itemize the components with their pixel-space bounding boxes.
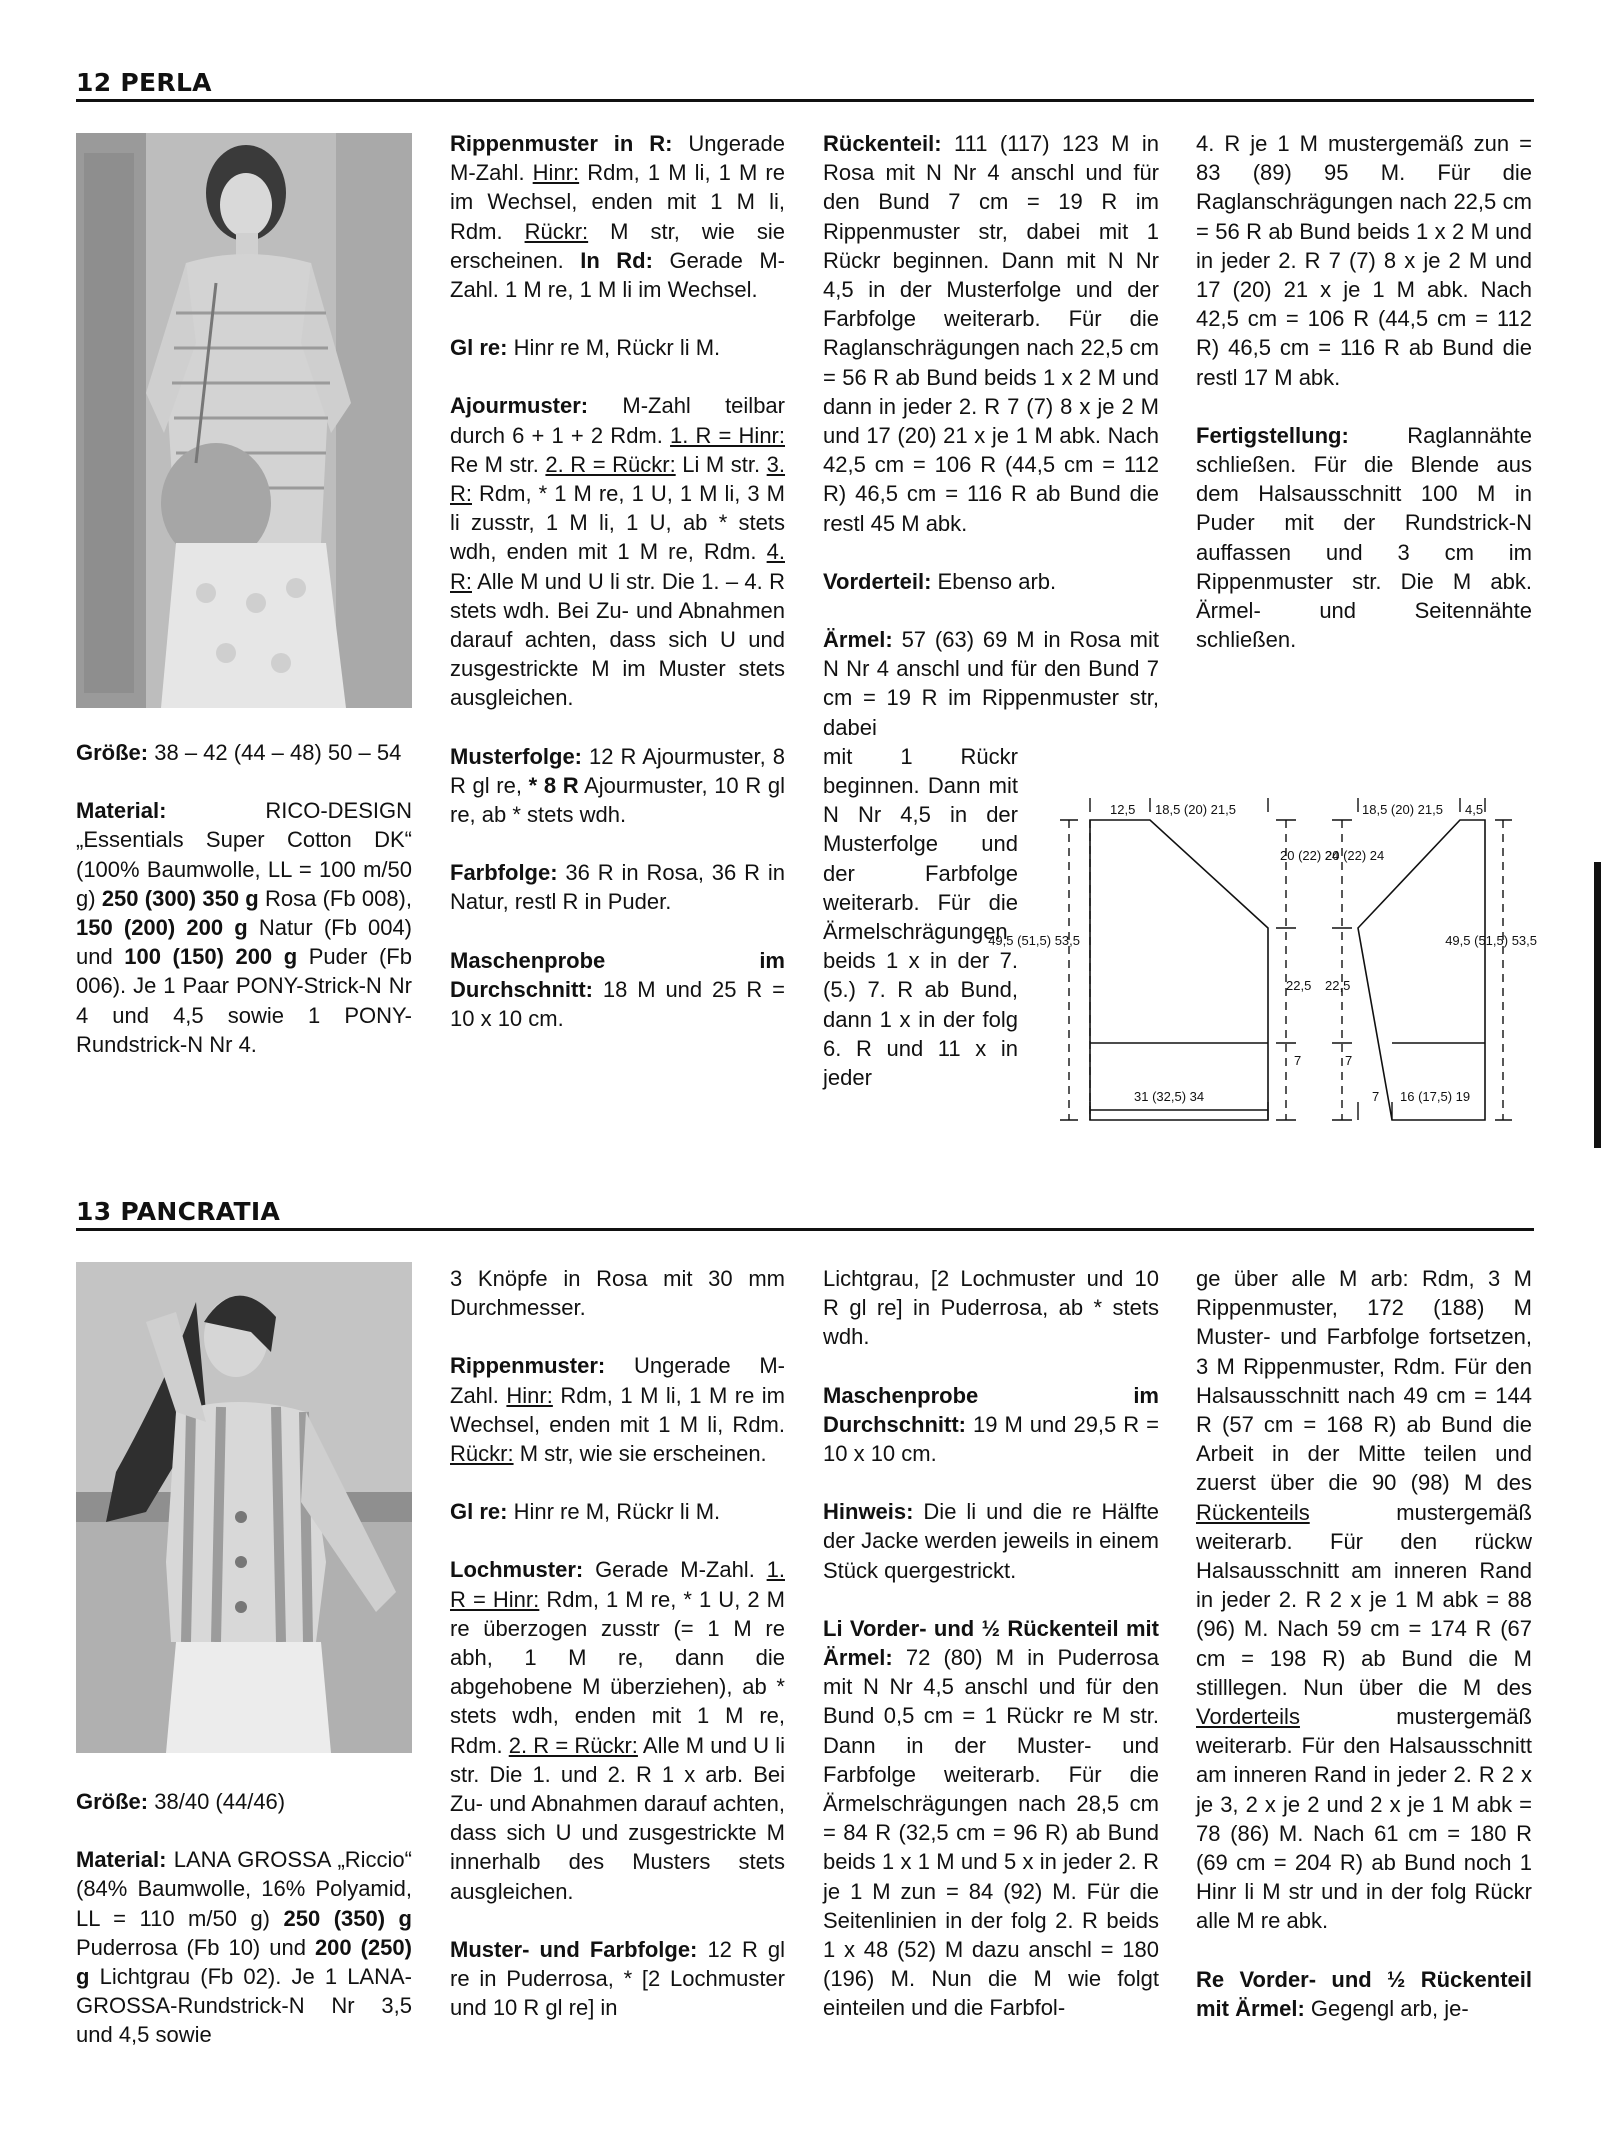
pancratia-lace-pattern: Lochmuster: Gerade M-Zahl. 1. R = Hinr: Rdm, 1 M re, * 1 U, 2 M re überzogen zusstr (= 1 M re abh, 1 M re, dann die abgehobene M überziehen), ab * stets wdh, enden mit 1 M re, Rdm. 2. R = Rückr: Alle M und U li str. Die 1. und 2. R 1 x arb. Bei Zu- und Abnahmen darauf achten, dass sich U und zusgestrickte M innerhalb des Musters stets ausgleichen. [450, 1557, 785, 1904]
sleeve-rib-label: 7 [1345, 1053, 1353, 1068]
sleeve-height-label: 49,5 (51,5) 53,5 [1445, 933, 1537, 948]
pancratia-size: Größe: 38/40 (44/46) [76, 1789, 286, 1814]
body-rib-label: 7 [1294, 1053, 1302, 1068]
perla-size: Größe: 38 – 42 (44 – 48) 50 – 54 [76, 740, 402, 765]
perla-sleeve-end: 4. R je 1 M mustergemäß zun = 83 (89) 95 M. Für die Raglanschrägungen nach 22,5 cm = 56 R ab Bund beids 1 x 2 M und in jeder 2. R 7 (7) 8 x je 2 M und 17 (20) 21 x je 1 M abk. Nach 42,5 cm = 106 R (44,5 cm = 112 R) 46,5 cm = 116 R ab Bund die restl 17 M abk. [1196, 131, 1532, 390]
pancratia-stockinette: Gl re: Hinr re M, Rückr li M. [450, 1499, 721, 1525]
perla-column-4 [1196, 129, 1532, 683]
perla-back: Rückenteil: 111 (117) 123 M in Rosa mit N Nr 4 anschl und für den Bund 7 cm = 19 R im Rippenmuster str, dabei mit 1 Rückr beginnen. Dann mit N Nr 4,5 in der Musterfolge und der Farbfolge weiterarb. Für die Raglanschrägungen nach 22,5 cm = 56 R ab Bund beids 1 x 2 M und dann in jeder 2. R 7 (7) 8 x je 2 M und 17 (20) 21 x je 1 M abk. Nach 42,5 cm = 106 R (44,5 cm = 112 R) 46,5 cm = 116 R ab Bund die restl 45 M abk. [823, 131, 1159, 536]
pancratia-buttons: 3 Knöpfe in Rosa mit 30 mm Durchmesser. [450, 1266, 785, 1321]
section-title-perla: 12 PERLA [76, 68, 1534, 102]
photo-pancratia [76, 1262, 412, 1753]
perla-gauge: Maschenprobe im Durchschnitt: 18 M und 25 R = 10 x 10 cm. [450, 947, 785, 1032]
body-height-label: 49,5 (51,5) 53,5 [988, 933, 1080, 948]
pancratia-left-half-cont: ge über alle M arb: Rdm, 3 M Rippenmuster, 172 (188) M Muster- und Farbfolge fortsetzen, 3 M Rippenmuster, Rdm. Für den Halsausschnitt nach 49 cm = 144 R (57 cm = 168 R) ab Bund die Arbeit in der Mitte teilen und zuerst über die 90 (98) M des Rückenteils mustergemäß weiterarb. Für den rückw Halsausschnitt am inneren Rand in jeder 2. R 2 x je 1 M abk = 88 (96) M. Nach 59 cm = 174 R (67 cm = 198 R) ab Bund die M stilllegen. Nun über die M des Vorderteils mustergemäß weiterarb. Für den Halsausschnitt am inneren Rand in jeder 2. R 2 x je 3, 2 x je 2 und 2 x je 1 M abk = 78 (86) M. Nach 61 cm = 180 R (69 cm = 204 R) ab Bund noch 1 Hinr li M str und in der folg Rückr alle M re abk. [1196, 1266, 1532, 1934]
perla-sleeve: Ärmel: 57 (63) 69 M in Rosa mit N Nr 4 anschl und für den Bund 7 cm = 19 R im Rippenmuster str, dabei [823, 627, 1159, 740]
sleeve-top-right-label: 4,5 [1465, 802, 1484, 817]
sleeve-outline [1358, 820, 1485, 1120]
pancratia-left-half: Li Vorder- und ½ Rückenteil mit Ärmel: 72 (80) M in Puderrosa mit N Nr 4,5 anschl und für den Bund 0,5 cm = 1 Rückr re M str. Dann in der Muster- und Farbfolge weiterarb. Für die Ärmelschrägungen nach 28,5 cm = 84 R (32,5 cm = 96 R) ab Bund beids 1 x 1 M und 5 x in jeder 2. R je 1 M zun = 84 (92) M. Für die Seitenlinien in der folg 2. R beids 1 x 48 (52) M dazu anschl = 180 (196) M. Nun die M wie folgt einteilen und die Farbfol- [823, 1615, 1159, 2021]
perla-finishing: Fertigstellung: Raglannähte schließen. Für die Blende aus dem Halsausschnitt 100 M in Puder mit der Rundstrick-N auffassen und 3 cm im Rippenmuster str. Die M abk. Ärmel- und Seitennähte schließen. [1196, 422, 1532, 653]
perla-color-sequence: Farbfolge: 36 R in Rosa, 36 R in Natur, restl R in Puder. [450, 860, 785, 915]
body-outline [1090, 820, 1268, 1120]
pancratia-column-2 [450, 1264, 785, 2051]
pancratia-gauge: Maschenprobe im Durchschnitt: 19 M und 29,5 R = 10 x 10 cm. [823, 1382, 1159, 1467]
perla-lace-pattern: Ajourmuster: M-Zahl teilbar durch 6 + 1 + 2 Rdm. 1. R = Hinr: Re M str. 2. R = Rückr: Li M str. 3. R: Rdm, * 1 M re, 1 U, 1 M li, 3 M li zusstr, 1 M li, 1 U, ab * stets wdh, enden mit 1 M re, Rdm. 4. R: Alle M und U li str. Die 1. – 4. R stets wdh. Bei Zu- und Abnahmen darauf achten, dass sich U und zusgestrickte M im Muster stets ausgleichen. [450, 393, 786, 711]
pancratia-note: Hinweis: Die li und die re Hälfte der Jacke werden jeweils in einem Stück quergestrickt. [823, 1499, 1159, 1583]
perla-stockinette: Gl re: Hinr re M, Rückr li M. [450, 335, 721, 361]
body-top-left-label: 12,5 [1110, 802, 1136, 817]
perla-schematic [988, 790, 1540, 1125]
body-width-label: 31 (32,5) 34 [1134, 1089, 1205, 1104]
perla-column-1 [76, 738, 412, 1088]
pancratia-sequence-cont: Lichtgrau, [2 Lochmuster und 10 R gl re] in Puderrosa, ab * stets wdh. [823, 1266, 1159, 1350]
model-cardigan-illustration [76, 1262, 412, 1753]
pancratia-column-1 [76, 1787, 412, 2079]
model-sweater-illustration [76, 133, 412, 708]
photo-perla [76, 133, 412, 708]
page-edge-marker [1594, 862, 1601, 1148]
sleeve-side-label: 22,5 [1325, 978, 1351, 993]
sleeve-raglan-label: 20 (22) 24 [1325, 848, 1385, 863]
pancratia-right-half: Re Vorder- und ½ Rückenteil mit Ärmel: Gegengl arb, je- [1196, 1966, 1532, 2021]
perla-material: Material: RICO-DESIGN „Essentials Super Cotton DK“ (100% Baumwolle, LL = 100 m/50 g) 250 (300) 350 g Rosa (Fb 008), 150 (200) 200 g Natur (Fb 004) und 100 (150) 200 g Puder (Fb 006). Je 1 Paar PONY-Strick-N Nr 4 und 4,5 sowie 1 PONY-Rundstrick-N Nr 4. [76, 798, 413, 1057]
pancratia-rib-pattern: Rippenmuster: Ungerade M-Zahl. Hinr: Rdm, 1 M li, 1 M re im Wechsel, enden mit 1 M li, Rdm. Rückr: M str, wie sie erscheinen. [450, 1353, 785, 1467]
pancratia-column-4 [1196, 1264, 1532, 2052]
sleeve-width-label: 16 (17,5) 19 [1400, 1089, 1471, 1104]
section-title-pancratia: 13 PANCRATIA [76, 1197, 1534, 1231]
perla-pattern-sequence: Musterfolge: 12 R Ajourmuster, 8 R gl re, * 8 R Ajourmuster, 10 R gl re, ab * stets wdh. [450, 743, 785, 828]
perla-sleeve-cont: mit 1 Rückr beginnen. Dann mit N Nr 4,5 in der Musterfolge und der Farbfolge weiterarb. Für die Ärmelschrägungen beids 1 x in der 7. (5.) 7. R ab Bund, dann 1 x in der folg 6. R und 11 x in jeder [823, 743, 1018, 1091]
pancratia-column-3 [823, 1264, 1159, 2052]
sleeve-top-left-label: 18,5 (20) 21,5 [1362, 802, 1443, 817]
perla-rib-pattern: Rippenmuster in R: Ungerade M-Zahl. Hinr: Rdm, 1 M li, 1 M re im Wechsel, enden mit 1 M li, Rdm. Rückr: M str, wie sie erscheinen. In Rd: Gerade M-Zahl. 1 M re, 1 M li im Wechsel. [450, 131, 785, 303]
body-raglan-label: 20 (22) 24 [1280, 848, 1340, 863]
perla-column-2 [450, 129, 785, 1062]
body-top-right-label: 18,5 (20) 21,5 [1155, 802, 1236, 817]
sleeve-bottom-left-label: 7 [1372, 1089, 1380, 1104]
pancratia-material: Material: LANA GROSSA „Riccio“ (84% Baumwolle, 16% Polyamid, LL = 110 m/50 g) 250 (350) g Puderrosa (Fb 10) und 200 (250) g Lichtgrau (Fb 02). Je 1 LANA-GROSSA-Rundstrick-N Nr 3,5 und 4,5 sowie [76, 1847, 412, 2048]
body-side-label: 22,5 [1286, 978, 1312, 993]
perla-front: Vorderteil: Ebenso arb. [823, 568, 1057, 594]
pancratia-sequence: Muster- und Farbfolge: 12 R gl re in Puderrosa, * [2 Lochmuster und 10 R gl re] in [450, 1936, 785, 2021]
